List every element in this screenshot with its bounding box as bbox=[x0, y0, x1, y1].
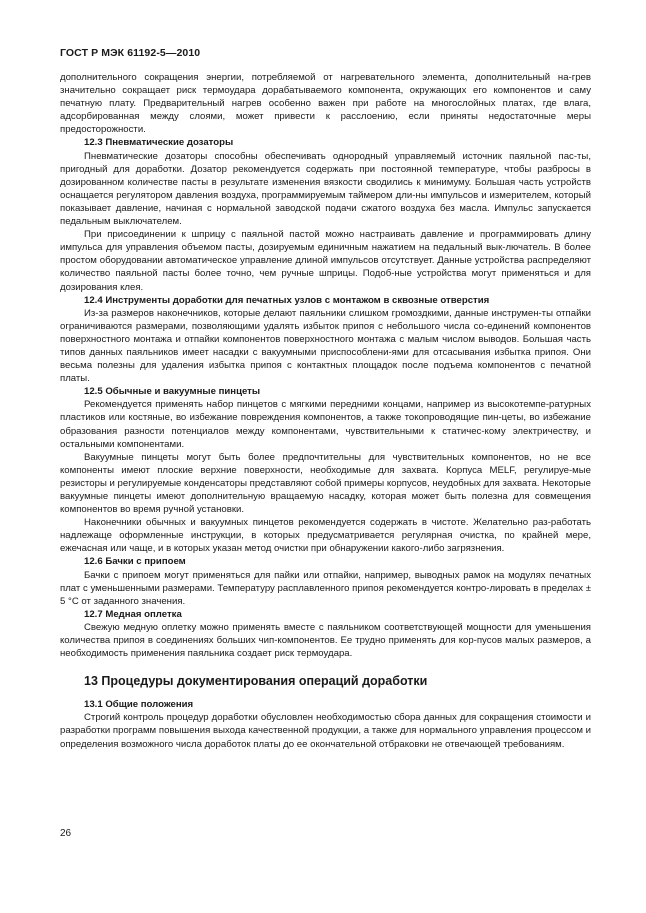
paragraph: дополнительного сокращения энергии, потребляемой от нагревательного элемента, дополнительный на-грев значительно сокращает риск термоудара дорабатываемого компонента, окружающих его компонентов и саму печатную плату. Предварительный нагрев особенно важен при работе на многослойных платах, где влага, адсорбированная между слоями, может привести к расслоению, если приняты недостаточные меры предосторожности. bbox=[60, 72, 591, 136]
subsection-heading: 12.5 Обычные и вакуумные пинцеты bbox=[84, 386, 261, 398]
paragraph: Пневматические дозаторы способны обеспечивать однородный управляемый источник паяльной пас-ты, пригодный для доработки. Дозатор рекомендуется содержать при постоянной температуре, чтобы разбросы в дозированном количестве пасты в результате изменения вязкости сводились к минимуму. Большая часть устройств оснащается регулятором давления воздуха, программируемым таймером дли-ны импульсов и измерителем, который показывает давление, начиная с нормальной заводской подачи сжатого воздуха без масла. Импульс запускается педальным выключателем. bbox=[60, 150, 591, 228]
subsection-heading: 12.6 Бачки с припоем bbox=[84, 556, 186, 568]
paragraph: Строгий контроль процедур доработки обусловлен необходимостью сбора данных для сокращения стоимости и разработки программ повышения выхода качественной продукции, а также для нормального управления процессом и определения возможного числа доработок платы до ее окончательной отбраковки не отвечающей требованиям. bbox=[60, 712, 591, 750]
subsection-heading: 12.3 Пневматические дозаторы bbox=[84, 137, 234, 149]
paragraph: Свежую медную оплетку можно применять вместе с паяльником соответствующей мощности для уменьшения количества припоя в соединениях больших чип-компонентов. Ее трудно применять для кор-пусов малых размеров, а необходимость применения паяльника создает риск термоудара. bbox=[60, 621, 591, 660]
subsection-heading: 12.7 Медная оплетка bbox=[84, 608, 182, 620]
section-heading: 13 Процедуры документирования операций доработки bbox=[84, 674, 428, 689]
paragraph: Бачки с припоем могут применяться для пайки или отпайки, например, выводных рамок на модулях печатных плат с уменьшенными размерами. Температуру расплавленного припоя рекомендуется контро-лировать в пределах ± 5 °С от заданного значения. bbox=[60, 569, 591, 607]
page-content bbox=[60, 71, 591, 751]
subsection-heading: 12.4 Инструменты доработки для печатных узлов с монтажом в сквозные отверстия bbox=[84, 294, 490, 306]
paragraph: Рекомендуется применять набор пинцетов с мягкими передними концами, например из высокотемпе-ратурных пластиков или костяные, во избежание повреждения компонентов, а также токопроводящие пин-цеты, во избежание образования разности потенциалов между компонентами, чувствительными к статичес-кому электричеству, и остальными компонентами. bbox=[60, 399, 591, 450]
subsection-heading: 13.1 Общие положения bbox=[84, 699, 194, 711]
paragraph: При присоединении к шприцу с паяльной пастой можно настраивать давление и программировать длину импульса для управления объемом пасты, дозируемым единичным нажатием на педальный вык-лючатель. В более простом оборудовании автоматическое управление длиной импульсов отсутствует. Данные устройства распределяют количество паяльной пасты более точно, чем ручные шприцы. Подоб-ные устройства могут применяться и для дозирования клея. bbox=[60, 229, 591, 293]
page-number: 26 bbox=[60, 828, 72, 839]
paragraph: Вакуумные пинцеты могут быть более предпочтительны для чувствительных компонентов, но не все компоненты имеют плоские верхние поверхности, необходимые для захвата. Корпуса MELF, регулируе-мые резисторы и регулируемые конденсаторы представляют собой примеры корпусов, неудобных для захвата. Некоторые вакуумные пинцеты имеют дополнительную вращаемую насадку, которая может быть полезна для совмещения компонентов во время ручной установки. bbox=[60, 451, 591, 516]
paragraph: Из-за размеров наконечников, которые делают паяльники слишком громоздкими, данные инструмен-ты отпайки ограничиваются размерами, позволяющими удалять избыток припоя с небольшого числа со-единений компонентов поверхностного монтажа и отпайки компонентов поверхностного монтажа с малым числом выводов. Большая часть типов данных паяльников имеет насадки с вакуумными приспособлени-ями для отсасывания избытка припоя. Они весьма полезны для удаления избытка припоя с контактных площадок после подъема компонентов с печатной платы. bbox=[60, 307, 591, 385]
paragraph: Наконечники обычных и вакуумных пинцетов рекомендуется содержать в чистоте. Желательно раз-работать надлежаще оформленные инструкции, в которых предусматривается регулярная очистка, по крайней мере, ежечасная или чаще, и в которых указан метод очистки при обнаружении какого-либо загрязнения. bbox=[60, 517, 591, 555]
page-header: ГОСТ Р МЭК 61192-5—2010 bbox=[60, 47, 201, 59]
